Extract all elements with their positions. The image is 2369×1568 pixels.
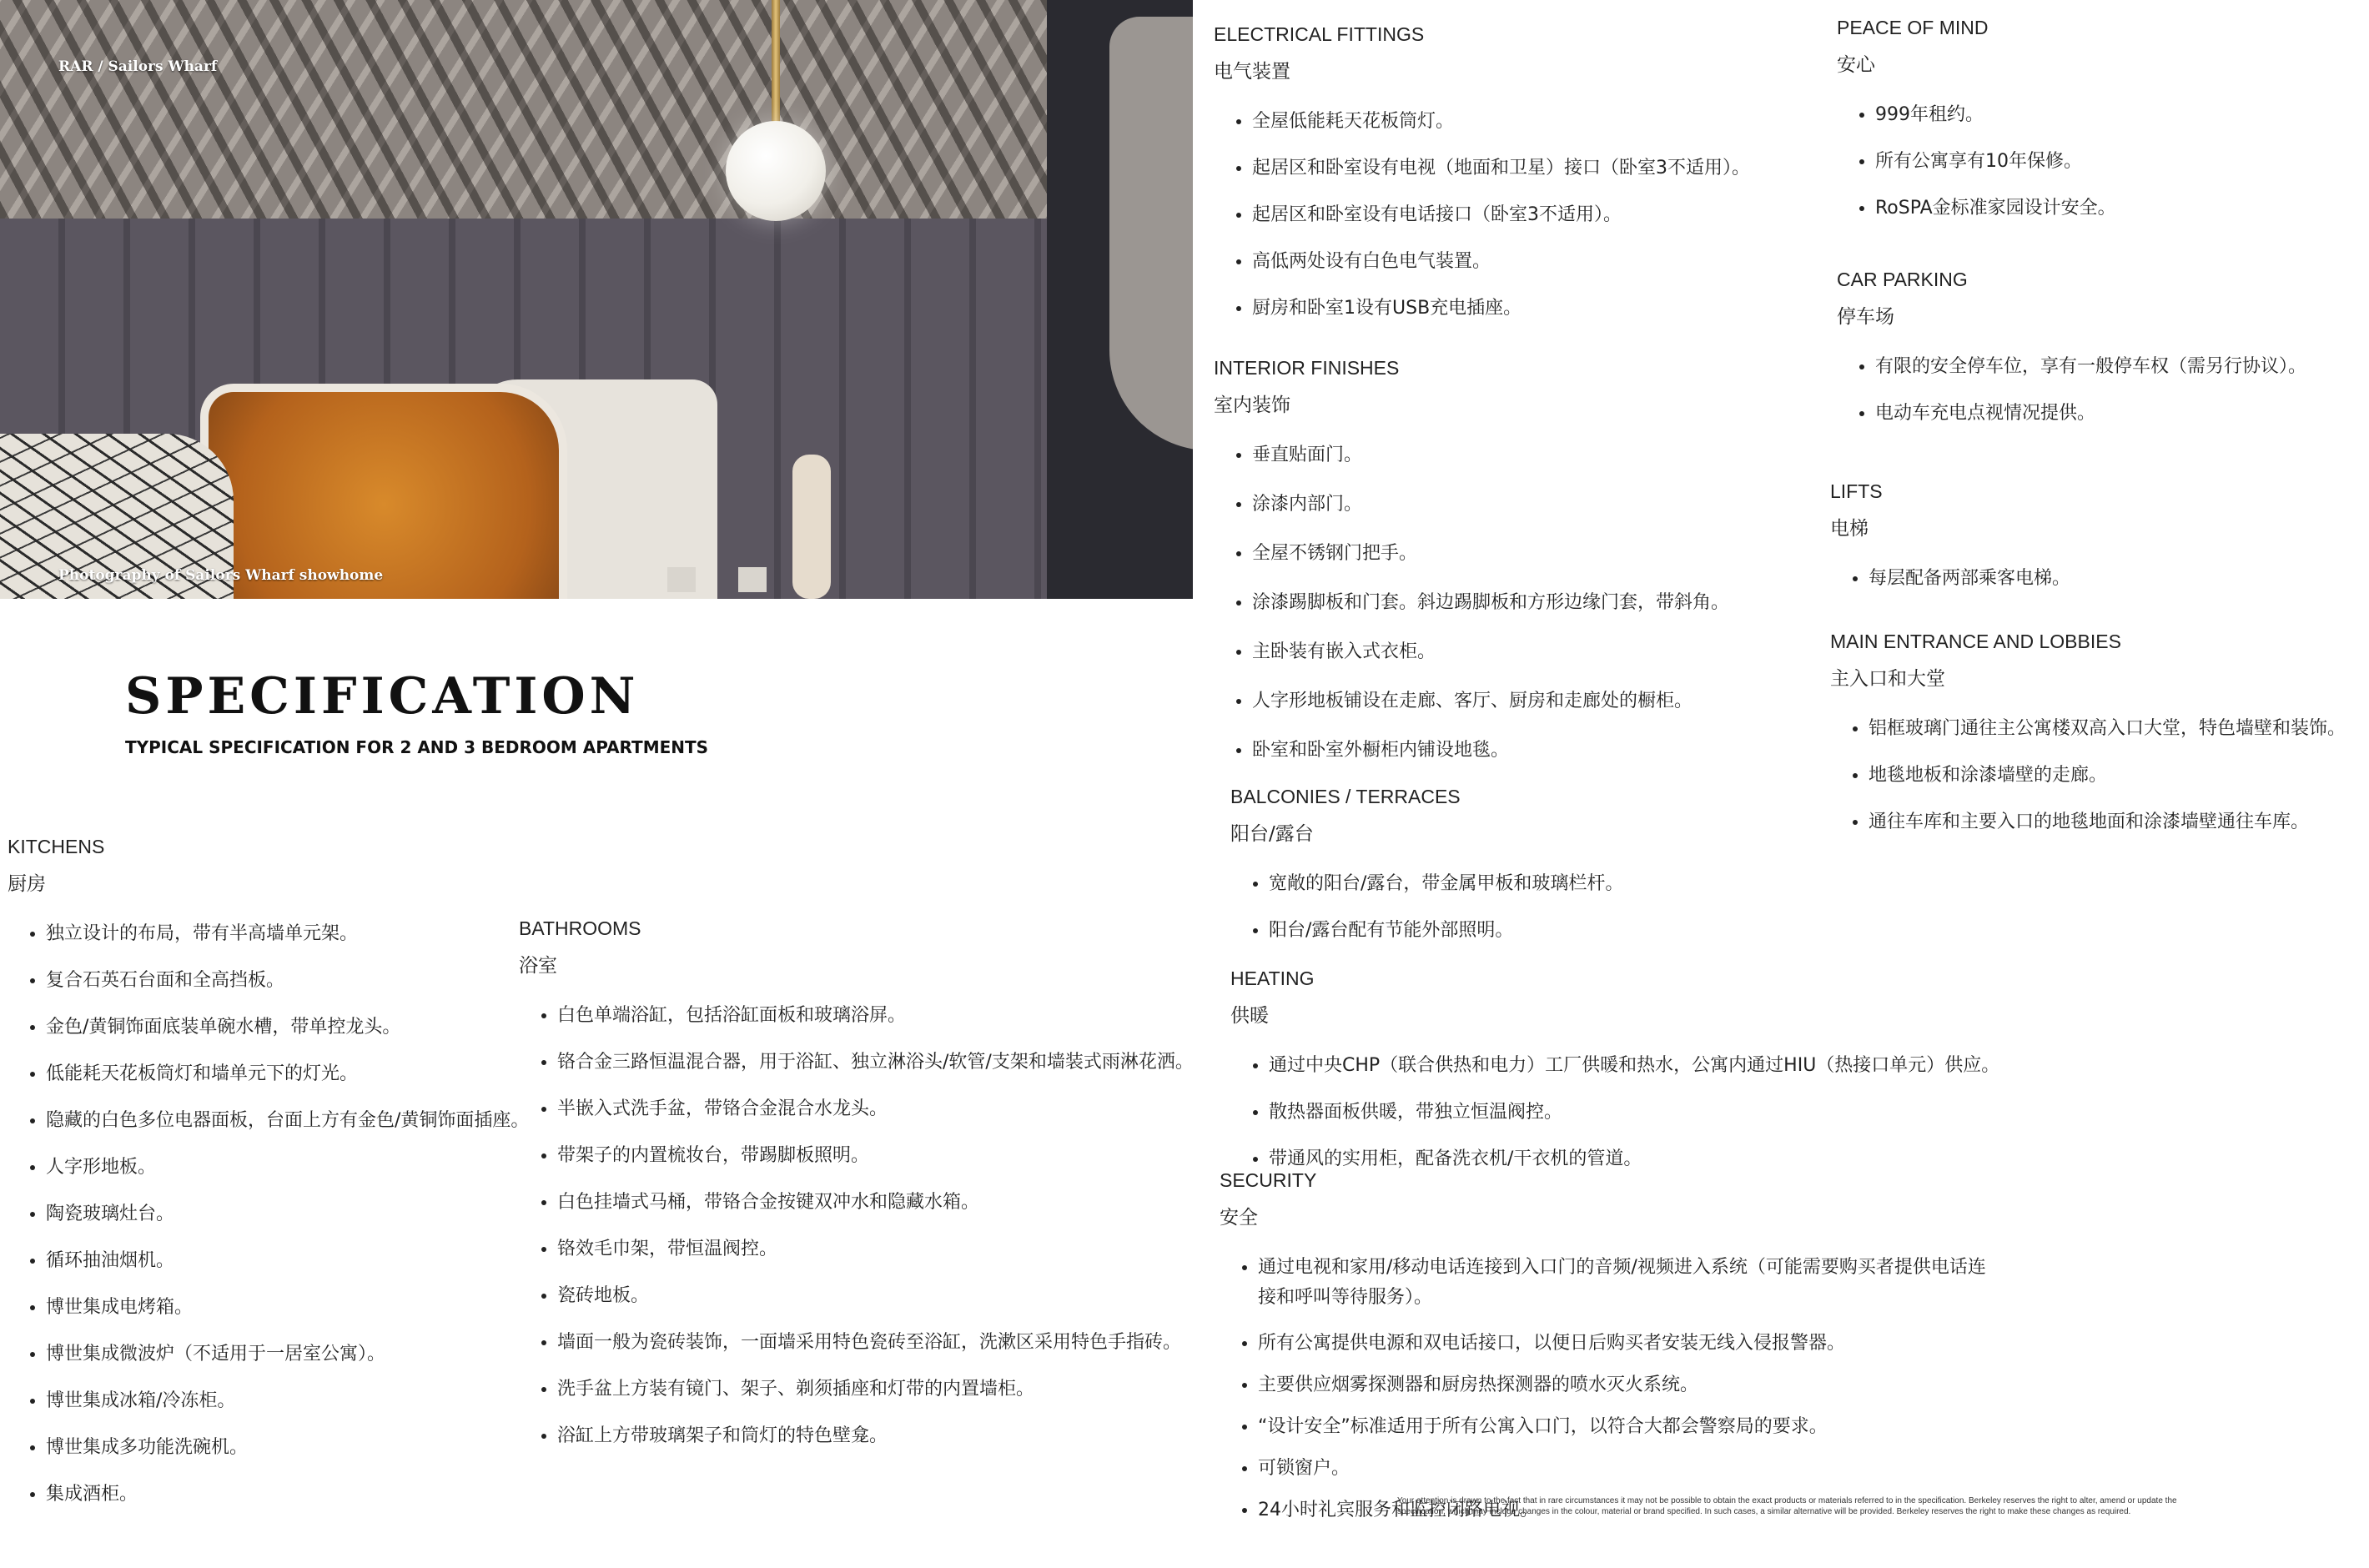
- list-item: • 博世集成微波炉（不适用于一居室公寓）。: [46, 1339, 529, 1365]
- list-item: • 洗手盆上方装有镜门、架子、剃须插座和灯带的内置墙柜。: [557, 1375, 1194, 1400]
- list-item: • 可锁窗户。: [1258, 1454, 1995, 1480]
- interior-list: [1214, 440, 1729, 761]
- wall-socket: [667, 567, 696, 592]
- section-title-zh: 浴室: [519, 955, 557, 977]
- heating-section: [1230, 967, 1999, 1170]
- list-item: • 999年租约。: [1875, 100, 2116, 126]
- list-item: • 每层配备两部乘客电梯。: [1869, 564, 2070, 590]
- section-title-en: HEATING: [1230, 967, 1315, 989]
- section-title-zh: 电气装置: [1214, 61, 1290, 83]
- car-parking-section: [1837, 269, 2306, 425]
- disclaimer-note: Your attention is drawn to the fact that in rare circumstances it may not be possible to obtain the exact products or materials referred to in the specification. Berkeley reserves the right to alter, amend or update the specification, which may include changes in the colour, material or brand specified. In such cases, a similar alternative will be provided. Berkeley reserves the right to make these changes as required.: [1397, 1496, 2177, 1516]
- list-item: • 主卧装有嵌入式衣柜。: [1252, 637, 1729, 663]
- section-title-en: MAIN ENTRANCE AND LOBBIES: [1830, 631, 2121, 652]
- list-item: • 铬合金三路恒温混合器，用于浴缸、独立淋浴头/软管/支架和墙装式雨淋花洒。: [557, 1048, 1194, 1073]
- section-title-en: BALCONIES / TERRACES: [1230, 786, 1461, 807]
- list-item: • 高低两处设有白色电气装置。: [1252, 247, 1750, 273]
- section-title-en: BATHROOMS: [519, 917, 641, 939]
- wall-art: [1109, 17, 1193, 450]
- page-subtitle: TYPICAL SPECIFICATION FOR 2 AND 3 BEDROOM APARTMENTS: [125, 737, 709, 757]
- list-item: • 循环抽油烟机。: [46, 1246, 529, 1272]
- lifts-section: [1830, 480, 2070, 590]
- section-title-zh: 安心: [1837, 54, 1875, 76]
- section-title-zh: 室内装饰: [1214, 395, 1290, 416]
- list-item: • 通往车库和主要入口的地毯地面和涂漆墙壁通往车库。: [1869, 807, 2346, 833]
- security-list: [1220, 1253, 1995, 1521]
- heating-list: [1230, 1051, 1999, 1170]
- list-item: • 金色/黄铜饰面底装单碗水槽，带单控龙头。: [46, 1013, 529, 1038]
- entrance-list: [1830, 714, 2346, 833]
- entrance-section: [1830, 631, 2346, 833]
- bathrooms-list: [519, 1001, 1194, 1447]
- list-item: • 人字形地板铺设在走廊、客厅、厨房和走廊处的橱柜。: [1252, 686, 1729, 712]
- list-item: • 电动车充电点视情况提供。: [1875, 399, 2306, 425]
- list-item: • 隐藏的白色多位电器面板，台面上方有金色/黄铜饰面插座。: [46, 1106, 529, 1132]
- list-item: • 全屋低能耗天花板筒灯。: [1252, 107, 1750, 133]
- security-section: [1220, 1169, 1995, 1521]
- list-item: • 博世集成电烤箱。: [46, 1293, 529, 1319]
- list-item: • 瓷砖地板。: [557, 1281, 1194, 1307]
- list-item: • 博世集成冰箱/冷冻柜。: [46, 1386, 529, 1412]
- list-item: • 起居区和卧室设有电视（地面和卫星）接口（卧室3不适用）。: [1252, 153, 1750, 179]
- bathrooms-section: [519, 917, 1194, 1447]
- section-title-zh: 供暖: [1230, 1005, 1269, 1027]
- peace-of-mind-section: [1837, 17, 2116, 219]
- list-item: • 白色挂墙式马桶，带铬合金按键双冲水和隐藏水箱。: [557, 1188, 1194, 1214]
- section-title-zh: 停车场: [1837, 306, 1894, 328]
- kitchens-list: [8, 919, 529, 1505]
- list-item: • 宽敞的阳台/露台，带金属甲板和玻璃栏杆。: [1269, 869, 1623, 895]
- list-item: • 陶瓷玻璃灶台。: [46, 1199, 529, 1225]
- list-item: • 地毯地板和涂漆墙壁的走廊。: [1869, 761, 2346, 787]
- list-item: • 全屋不锈钢门把手。: [1252, 539, 1729, 565]
- list-item: • 涂漆内部门。: [1252, 490, 1729, 515]
- list-item: • “设计安全”标准适用于所有公寓入口门，以符合大都会警察局的要求。: [1258, 1412, 1995, 1438]
- balconies-list: [1230, 869, 1623, 942]
- list-item: • 人字形地板。: [46, 1153, 529, 1179]
- list-item: • 涂漆踢脚板和门套。斜边踢脚板和方形边缘门套，带斜角。: [1252, 588, 1729, 614]
- list-item: • 浴缸上方带玻璃架子和筒灯的特色壁龛。: [557, 1421, 1194, 1447]
- list-item: • 厨房和卧室1设有USB充电插座。: [1252, 294, 1750, 319]
- list-item: • 主要供应烟雾探测器和厨房热探测器的喷水灭火系统。: [1258, 1370, 1995, 1396]
- list-item: • 独立设计的布局，带有半高墙单元架。: [46, 919, 529, 945]
- section-title-en: PEACE OF MIND: [1837, 17, 1989, 38]
- breadcrumb[interactable]: RAR / Sailors Wharf: [58, 58, 218, 75]
- section-title-zh: 电梯: [1830, 518, 1869, 540]
- leaf-wallpaper: [0, 0, 1193, 219]
- pendant-rod: [772, 0, 780, 125]
- section-title-zh: 厨房: [8, 873, 46, 895]
- showhome-photo: [0, 0, 1193, 599]
- list-item: • 24小时礼宾服务和监控闭路电视。: [1258, 1495, 1995, 1521]
- list-item: • 垂直贴面门。: [1252, 440, 1729, 466]
- section-title-zh: 主入口和大堂: [1830, 668, 1945, 690]
- list-item: • 半嵌入式洗手盆，带铬合金混合水龙头。: [557, 1094, 1194, 1120]
- electrical-section: [1214, 23, 1750, 319]
- list-item: • 起居区和卧室设有电话接口（卧室3不适用）。: [1252, 200, 1750, 226]
- list-item: • 墙面一般为瓷砖装饰，一面墙采用特色瓷砖至浴缸，洗漱区采用特色手指砖。: [557, 1328, 1194, 1354]
- balconies-section: [1230, 786, 1623, 942]
- list-item: • 卧室和卧室外橱柜内铺设地毯。: [1252, 736, 1729, 761]
- photo-caption: Photography of Sailors Wharf showhome: [58, 567, 384, 584]
- section-title-zh: 阳台/露台: [1230, 823, 1314, 845]
- list-item: • 带通风的实用柜，配备洗衣机/干衣机的管道。: [1269, 1144, 1999, 1170]
- list-item: • RoSPA金标准家园设计安全。: [1875, 193, 2116, 219]
- section-title-en: KITCHENS: [8, 836, 105, 857]
- section-title-en: SECURITY: [1220, 1169, 1317, 1191]
- list-item: • 阳台/露台配有节能外部照明。: [1269, 916, 1623, 942]
- electrical-list: [1214, 107, 1750, 319]
- section-title-en: ELECTRICAL FITTINGS: [1214, 23, 1425, 45]
- wall-socket: [738, 567, 767, 592]
- list-item: • 集成酒柜。: [46, 1480, 529, 1505]
- peace-list: [1837, 100, 2116, 219]
- parking-list: [1837, 352, 2306, 425]
- list-item: • 所有公寓提供电源和双电话接口，以便日后购买者安装无线入侵报警器。: [1258, 1329, 1995, 1354]
- kitchens-section: [8, 836, 529, 1505]
- list-item: • 铬效毛巾架，带恒温阀控。: [557, 1234, 1194, 1260]
- list-item: • 复合石英石台面和全高挡板。: [46, 966, 529, 992]
- list-item: • 带架子的内置梳妆台，带踢脚板照明。: [557, 1141, 1194, 1167]
- section-title-en: LIFTS: [1830, 480, 1883, 502]
- list-item: • 白色单端浴缸，包括浴缸面板和玻璃浴屏。: [557, 1001, 1194, 1027]
- interior-section: [1214, 357, 1729, 761]
- section-title-en: INTERIOR FINISHES: [1214, 357, 1400, 379]
- list-item: • 通过电视和家用/移动电话连接到入口门的音频/视频进入系统（可能需要购买者提供电话连接和呼叫等待服务）。: [1258, 1253, 1995, 1313]
- section-title-en: CAR PARKING: [1837, 269, 1968, 290]
- page-title: SPECIFICATION: [125, 667, 640, 726]
- list-item: • 通过中央CHP（联合供热和电力）工厂供暖和热水，公寓内通过HIU（热接口单元）供应。: [1269, 1051, 1999, 1077]
- list-item: • 有限的安全停车位，享有一般停车权（需另行协议）。: [1875, 352, 2306, 378]
- list-item: • 散热器面板供暖，带独立恒温阀控。: [1269, 1098, 1999, 1123]
- pendant-light: [726, 121, 826, 221]
- lifts-list: [1830, 564, 2070, 590]
- list-item: • 所有公寓享有10年保修。: [1875, 147, 2116, 173]
- list-item: • 低能耗天花板筒灯和墙单元下的灯光。: [46, 1059, 529, 1085]
- section-title-zh: 安全: [1220, 1207, 1258, 1229]
- list-item: • 铝框玻璃门通往主公寓楼双高入口大堂，特色墙壁和装饰。: [1869, 714, 2346, 740]
- vase: [792, 455, 831, 599]
- list-item: • 博世集成多功能洗碗机。: [46, 1433, 529, 1459]
